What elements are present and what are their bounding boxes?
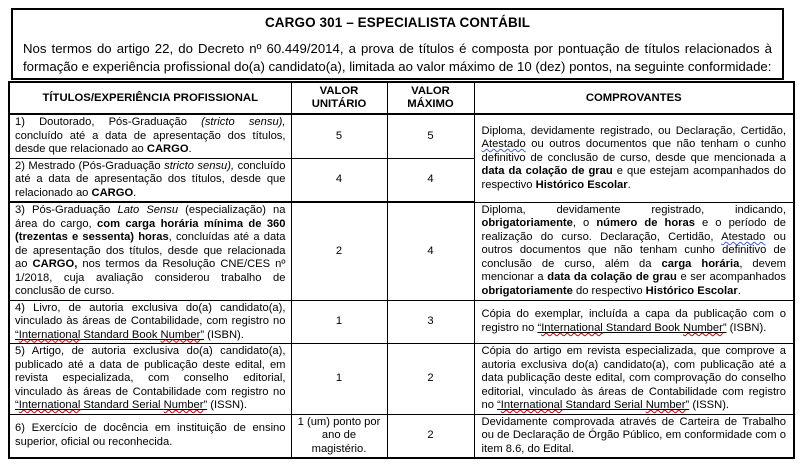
- titles-table: [8, 81, 795, 459]
- cell-valor-maximo-docencia: 2: [387, 414, 474, 458]
- table-row-pos-graduacao: [9, 202, 794, 300]
- cell-comprovantes-livro: Cópia do exemplar, incluída a capa da publicação com o registro no “International Standard Book Number” (ISBN).: [474, 300, 794, 344]
- cell-valor-maximo-livro: 3: [387, 300, 474, 344]
- cell-titulo-doutorado: 1) Doutorado, Pós-Graduação (stricto sensu), concluído até a data de apresentação dos títulos, desde que relacionado ao CARGO.: [9, 114, 291, 158]
- column-header-valor-maximo: VALOR MÁXIMO: [387, 82, 474, 114]
- page-title: CARGO 301 – ESPECIALISTA CONTÁBIL: [264, 15, 531, 30]
- cell-valor-maximo-mestrado: 4: [387, 158, 474, 202]
- cell-valor-maximo-pos-graduacao: 4: [387, 202, 474, 300]
- cell-titulo-mestrado: 2) Mestrado (Pós-Graduação stricto sensu), concluído até a data de apresentação dos títulos, desde que relacionado ao CARGO.: [9, 158, 291, 202]
- table-row-artigo: [9, 344, 794, 415]
- header-box: [11, 8, 784, 80]
- cell-comprovantes-pos-graduacao: Diploma, devidamente registrado, indicando, obrigatoriamente, o número de horas e o período de realização do curso. Declaração, Certidão, Atestado ou outros documentos que não tenham cunho definitivo de conclusão de curso, além da carga horária, devem mencionar a data da colação de grau e ser acompanhados obrigatoriamente do respectivo Histórico Escolar.: [474, 202, 794, 300]
- table-header-row: [9, 82, 794, 114]
- cell-titulo-pos-graduacao: 3) Pós-Graduação Lato Sensu (especialização) na área do cargo, com carga horária mínima de 360 (trezentas e sessenta) horas, concluídas até a data de apresentação dos títulos, desde que relacionada ao CARGO, nos termos da Resolução CNE/CES nº 1/2018, cuja avaliação considerou trabalho de conclusão de curso.: [9, 202, 291, 300]
- intro-paragraph: Nos termos do artigo 22, do Decreto nº 60.449/2014, a prova de títulos é composta por pontuação de títulos relacionados à formação e experiência profissional do(a) candidato(a), limitada ao valor máximo de 10 (dez) pontos, na seguinte conformidade:: [23, 41, 772, 74]
- cell-comprovantes-docencia: Devidamente comprovada através de Carteira de Trabalho ou de Declaração de Órgão Público, em conformidade com o item 8.6, do Edital.: [474, 414, 794, 458]
- cell-valor-unitario-doutorado: 5: [291, 114, 387, 158]
- table-row-livro: [9, 300, 794, 344]
- column-header-titulos: TÍTULOS/EXPERIÊNCIA PROFISSIONAL: [9, 82, 291, 114]
- cell-titulo-docencia: 6) Exercício de docência em instituição de ensino superior, oficial ou reconhecida.: [9, 414, 291, 458]
- column-header-valor-unitario: VALOR UNITÁRIO: [291, 82, 387, 114]
- cell-comprovantes-artigo: Cópia do artigo em revista especializada, que comprove a autoria exclusiva do(a) candidato(a), com publicação até a data publicação deste edital, com comprovação do conselho editorial, vinculado às áreas de Contabilidade com registro no “International Standard Serial Number” (ISSN).: [474, 344, 794, 415]
- table-row-docencia: [9, 414, 794, 458]
- cell-comprovantes-doutorado-mestrado: Diploma, devidamente registrado, ou Declaração, Certidão, Atestado ou outros documentos que não tenham o cunho definitivo de conclusão de curso, desde que mencionada a data da colação de grau e que estejam acompanhados do respectivo Histórico Escolar.: [474, 114, 794, 202]
- table-row-doutorado: [9, 114, 794, 158]
- cell-valor-unitario-artigo: 1: [291, 344, 387, 415]
- document-page: [0, 8, 803, 471]
- column-header-comprovantes: COMPROVANTES: [474, 82, 794, 114]
- cell-valor-maximo-doutorado: 5: [387, 114, 474, 158]
- cell-valor-unitario-livro: 1: [291, 300, 387, 344]
- cell-valor-maximo-artigo: 2: [387, 344, 474, 415]
- cell-valor-unitario-pos-graduacao: 2: [291, 202, 387, 300]
- cell-valor-unitario-mestrado: 4: [291, 158, 387, 202]
- cell-titulo-artigo: 5) Artigo, de autoria exclusiva do(a) candidato(a), publicado até a data de publicação deste edital, em revista especializada, com conselho editorial, vinculado às áreas de Contabilidade com registro no “International Standard Serial Number” (ISSN).: [9, 344, 291, 415]
- cell-valor-unitario-docencia: 1 (um) ponto por ano de magistério.: [291, 414, 387, 458]
- cell-titulo-livro: 4) Livro, de autoria exclusiva do(a) candidato(a), vinculado às áreas de Contabilidade, com registro no “International Standard Book Number” (ISBN).: [9, 300, 291, 344]
